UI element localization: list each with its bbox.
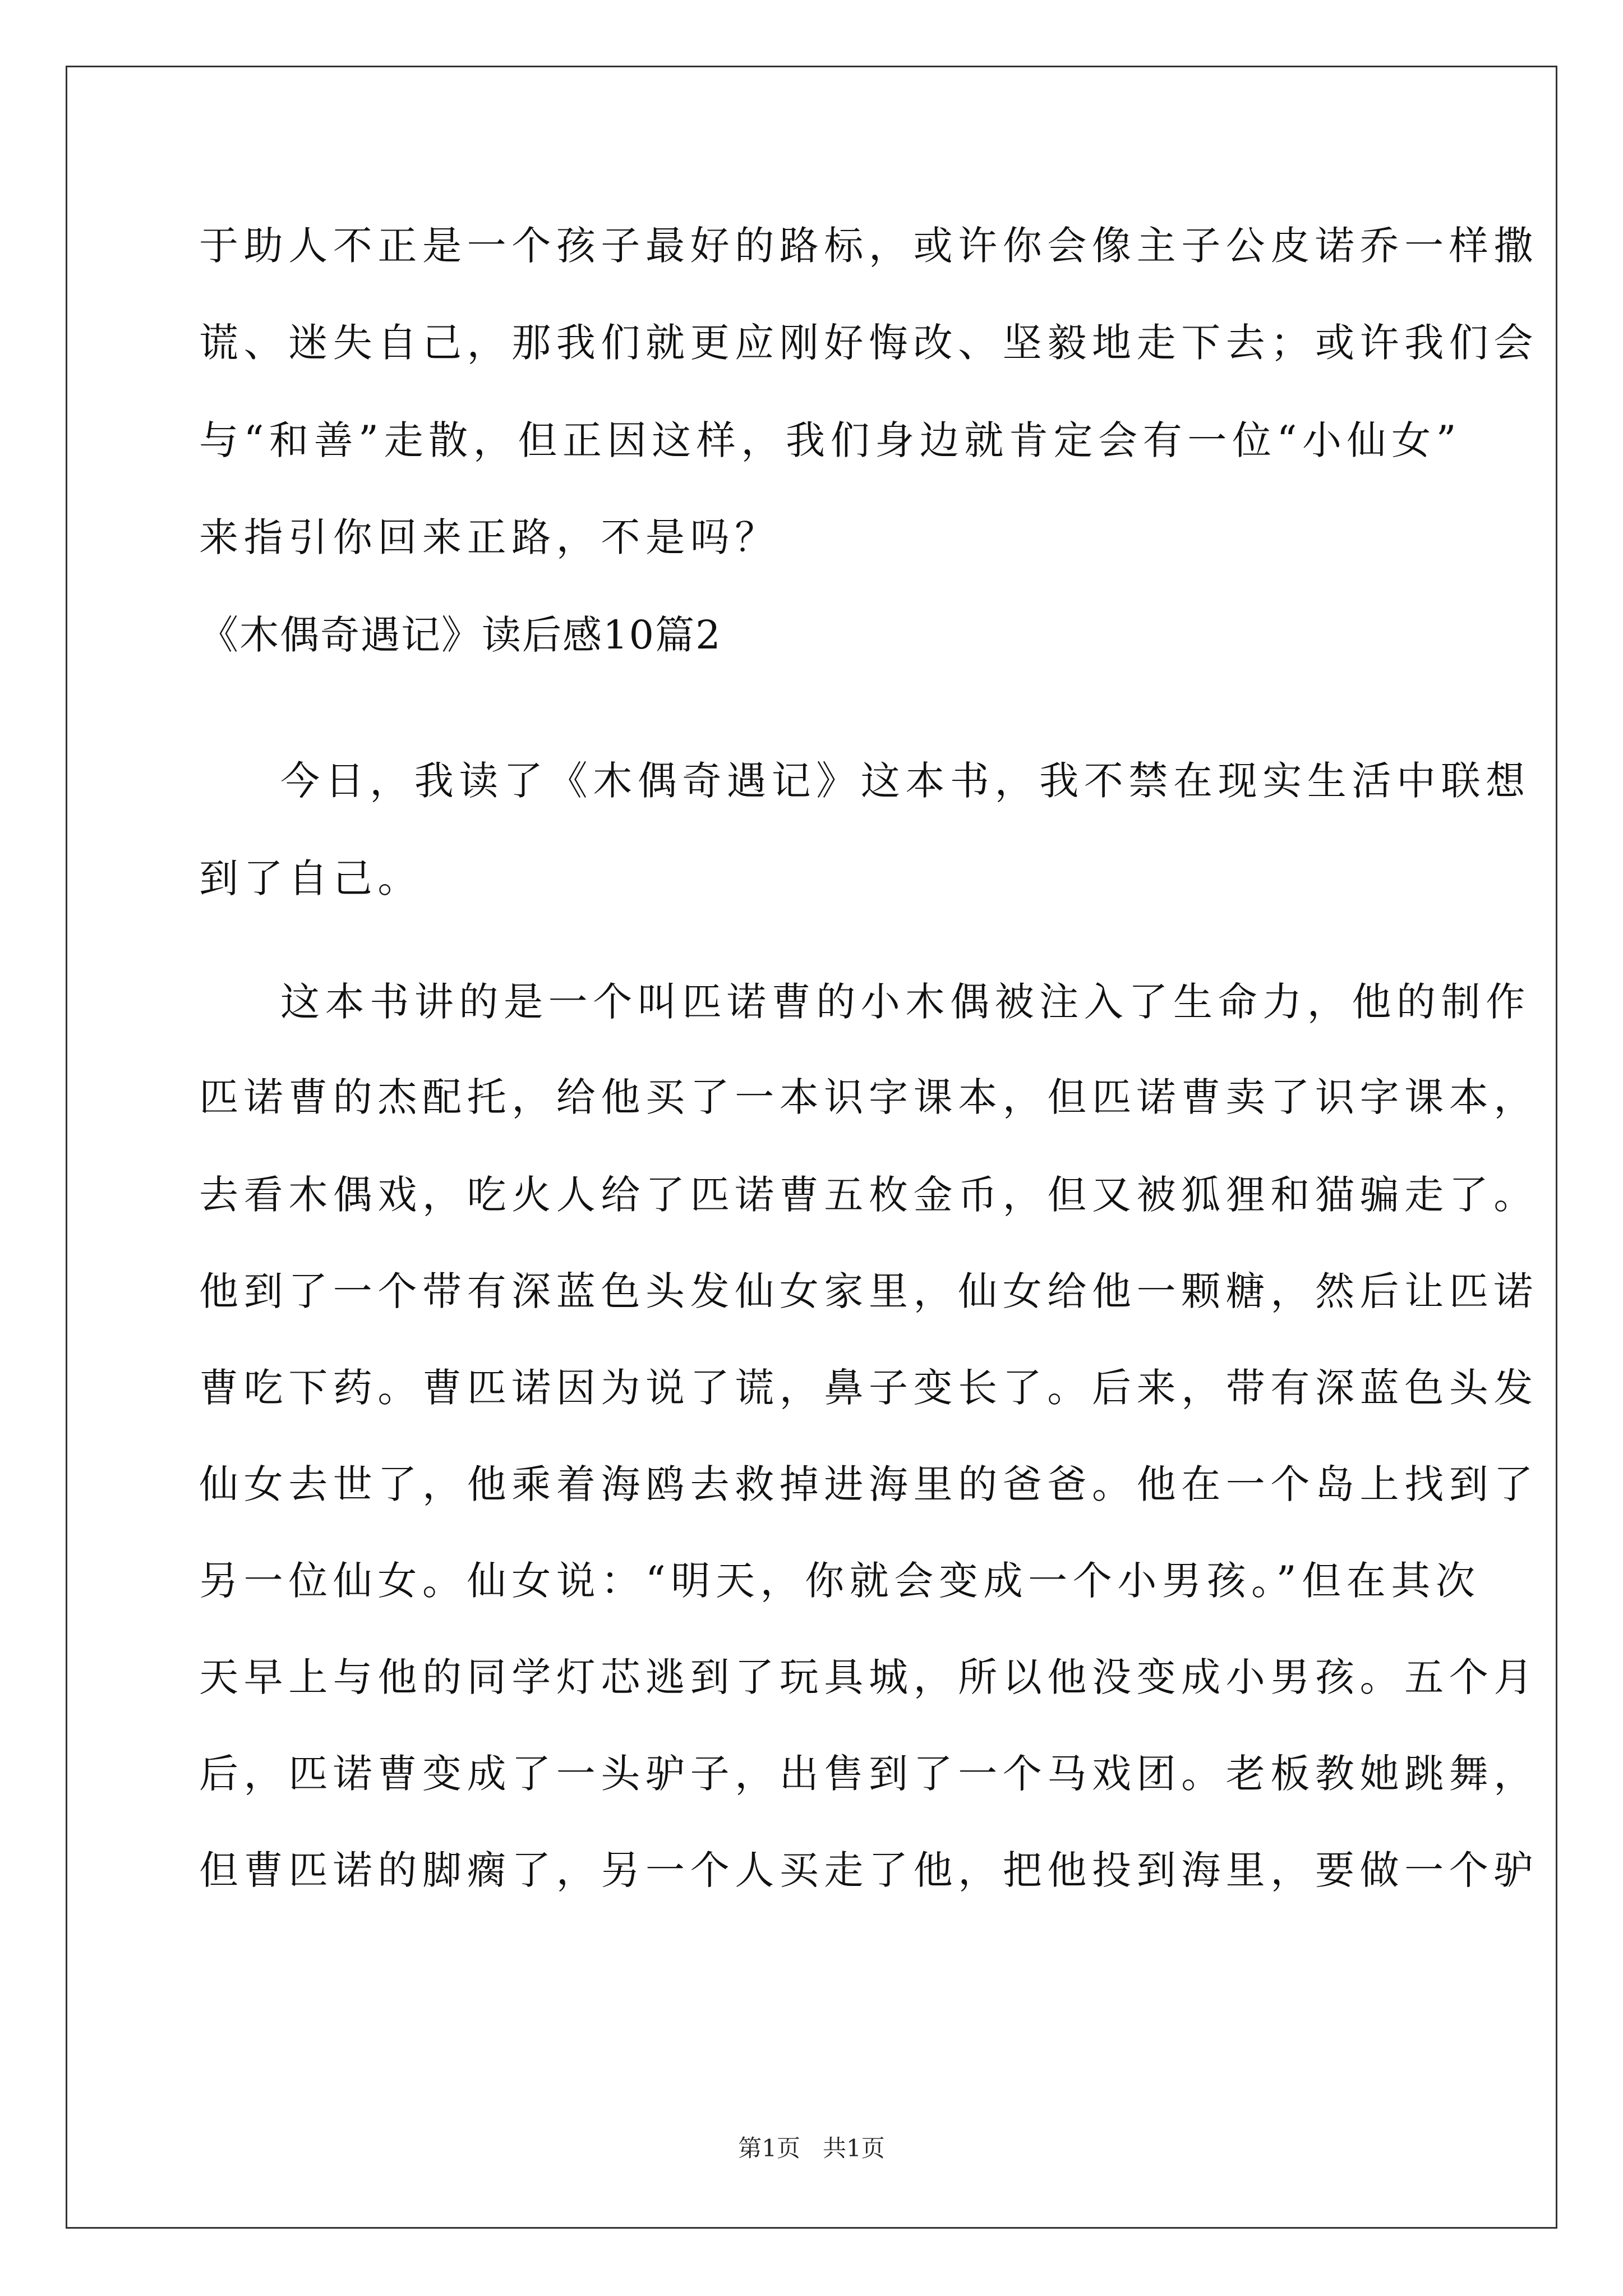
text-line: 来指引你回来正路，不是吗？ bbox=[199, 514, 780, 560]
text-line: 他到了一个带有深蓝色头发仙女家里，仙女给他一颗糖，然后让匹诺 bbox=[199, 1268, 1538, 1314]
text-line: 但曹匹诺的脚瘸了，另一个人买走了他，把他投到海里，要做一个驴 bbox=[199, 1847, 1538, 1893]
text-line: 谎、迷失自己，那我们就更应刚好悔改、坚毅地走下去；或许我们会 bbox=[199, 320, 1538, 366]
text-line: 曹吃下药。曹匹诺因为说了谎，鼻子变长了。后来，带有深蓝色头发 bbox=[199, 1365, 1538, 1411]
text-line: 这本书讲的是一个叫匹诺曹的小木偶被注入了生命力，他的制作 bbox=[280, 979, 1530, 1025]
text-line: 今日，我读了《木偶奇遇记》这本书，我不禁在现实生活中联想 bbox=[280, 758, 1530, 804]
text-line: 天早上与他的同学灯芯逃到了玩具城，所以他没变成小男孩。五个月 bbox=[199, 1654, 1538, 1700]
page-border bbox=[66, 66, 1557, 2229]
text-line: 另一位仙女。仙女说：“明天，你就会变成一个小男孩。”但在其次 bbox=[199, 1558, 1481, 1604]
text-line: 于助人不正是一个孩子最好的路标，或许你会像主子公皮诺乔一样撒 bbox=[199, 223, 1538, 269]
page-footer: 第1页 共1页 bbox=[738, 2134, 885, 2162]
text-line: 后，匹诺曹变成了一头驴子，出售到了一个马戏团。老板教她跳舞， bbox=[199, 1751, 1538, 1797]
section-heading: 《木偶奇遇记》读后感10篇2 bbox=[199, 612, 722, 658]
text-line: 匹诺曹的杰配托，给他买了一本识字课本，但匹诺曹卖了识字课本， bbox=[199, 1074, 1538, 1120]
text-line: 仙女去世了，他乘着海鸥去救掉进海里的爸爸。他在一个岛上找到了 bbox=[199, 1461, 1538, 1507]
text-line: 到了自己。 bbox=[199, 855, 422, 901]
text-line: 去看木偶戏，吃火人给了匹诺曹五枚金币，但又被狐狸和猫骗走了。 bbox=[199, 1172, 1538, 1218]
text-line: 与“和善”走散，但正因这样，我们身边就肯定会有一位“小仙女” bbox=[199, 417, 1462, 463]
